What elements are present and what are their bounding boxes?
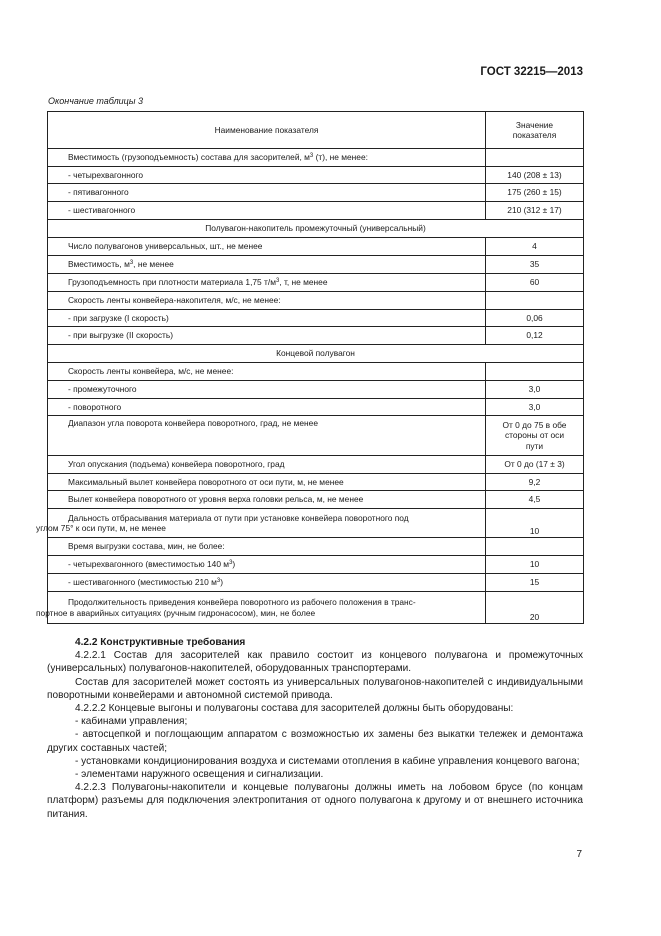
paragraph: Состав для засорителей может состоять из универсальных полувагонов-накопителей с индивидуальными поворотными конвейерами и автономной системой привода. [47,676,583,701]
row-label: - промежуточного [48,381,486,399]
row-label: - при загрузке (I скорость) [48,310,486,327]
row-value: 20 [486,592,584,624]
table-row [48,256,584,274]
standard-number: ГОСТ 32215—2013 [480,66,583,78]
row-value: 0,12 [486,327,584,345]
list-item: - установками кондиционирования воздуха и системами отопления в кабине управления концевого вагона; [75,755,580,767]
row-label: Вместимость (грузоподъемность) состава для засорителей, $м^3$ (т), не менее: [48,149,486,167]
table-row [48,149,584,167]
row-value: 60 [486,274,584,292]
section-heading: 4.2.2 Конструктивные требования [75,637,246,648]
table-row [48,456,584,474]
table-row [48,474,584,491]
table-row [48,363,584,381]
row-value [486,363,584,381]
table-row [48,310,584,327]
table-section-row [48,345,584,363]
table-row [48,509,584,538]
body-text [47,636,583,821]
table-row [48,202,584,220]
row-value: 3,0 [486,399,584,416]
row-value: 4 [486,238,584,256]
row-label: - шестивагонного (местимостью 210 $м^3$) [48,574,486,592]
row-value [486,538,584,556]
paragraph: 4.2.2.2 Концевые выгоны и полувагоны состава для засорителей должны быть оборудованы: [75,703,514,715]
table-section-row [48,220,584,238]
table-row [48,381,584,399]
table-row [48,416,584,456]
row-label: - четырехвагонного [48,167,486,184]
row-value: 175 (260 ± 15) [486,184,584,202]
row-value: 15 [486,574,584,592]
row-label: Продолжительность приведения конвейера поворотного из рабочего положения в транс- портное в аварийных ситуациях (ручным гидронасосом), мин, не более [48,592,486,624]
row-value [486,149,584,167]
list-item: - автосцепкой и поглощающим аппаратом с возможностью их замены без выкатки тележек и демонтажа других составных частей; [47,729,583,754]
row-label: Вылет конвейера поворотного от уровня верха головки рельса, м, не менее [48,491,486,509]
row-value: 3,0 [486,381,584,399]
section-title: Полувагон-накопитель промежуточный (универсальный) [48,220,584,238]
table-row [48,399,584,416]
paragraph: 4.2.2.1 Состав для засорителей как правило состоит из концевого полувагона и промежуточных (универсальных) полувагонов-накопителей, оборудованных транспортерами. [47,650,583,675]
table-row [48,538,584,556]
row-label: Диапазон угла поворота конвейера поворотного, град, не менее [48,416,486,456]
row-label: Вместимость, $м^3$, не менее [48,256,486,274]
row-label: Число полувагонов универсальных, шт., не менее [48,238,486,256]
table-row [48,274,584,292]
list-item: - элементами наружного освещения и сигнализации. [75,769,324,781]
table-row [48,292,584,310]
table-row [48,167,584,184]
row-value: 10 [486,509,584,538]
paragraph: 4.2.2.3 Полувагоны-накопители и концевые полувагоны должны иметь на лобовом брусе (по концам платформ) разъемы для подключения электропитания от одного полувагона к другому и от внешнего источника питания. [47,782,583,820]
table-row [48,556,584,574]
row-label: - четырехвагонного (вместимостью 140 $м^3$) [48,556,486,574]
row-value: 9,2 [486,474,584,491]
row-label: Дальность отбрасывания материала от пути при установке конвейера поворотного под углом 75° к оси пути, м, не менее [48,509,486,538]
table-row [48,491,584,509]
table-row [48,592,584,624]
row-label: Максимальный вылет конвейера поворотного от оси пути, м, не менее [48,474,486,491]
list-item: - кабинами управления; [75,716,188,728]
table-row [48,238,584,256]
header-name: Наименование показателя [48,112,486,149]
header-value: Значение показателя [486,112,584,149]
table-header-row [48,112,584,149]
row-label: - при выгрузке (II скорость) [48,327,486,345]
page-number: 7 [576,849,582,860]
row-label: Время выгрузки состава, мин, не более: [48,538,486,556]
row-label: - поворотного [48,399,486,416]
row-value: 210 (312 ± 17) [486,202,584,220]
row-value: От 0 до (17 ± 3) [486,456,584,474]
row-label: Грузоподъемность при плотности материала 1,75 $т/м^3$, т, не менее [48,274,486,292]
row-value: От 0 до 75 в обе стороны от оси пути [486,416,584,456]
table-row [48,574,584,592]
row-value: 0,06 [486,310,584,327]
row-value: 4,5 [486,491,584,509]
row-label: - пятивагонного [48,184,486,202]
row-value: 10 [486,556,584,574]
row-value: 140 (208 ± 13) [486,167,584,184]
parameters-table [36,111,584,624]
row-label: Скорость ленты конвейера, м/с, не менее: [48,363,486,381]
table-caption: Окончание таблицы 3 [48,96,143,106]
row-label: Скорость ленты конвейера-накопителя, м/с, не менее: [48,292,486,310]
row-value [486,292,584,310]
table-row [48,327,584,345]
row-label: Угол опускания (подъема) конвейера поворотного, град [48,456,486,474]
section-title: Концевой полувагон [48,345,584,363]
table-row [48,184,584,202]
row-label: - шестивагонного [48,202,486,220]
row-value: 35 [486,256,584,274]
